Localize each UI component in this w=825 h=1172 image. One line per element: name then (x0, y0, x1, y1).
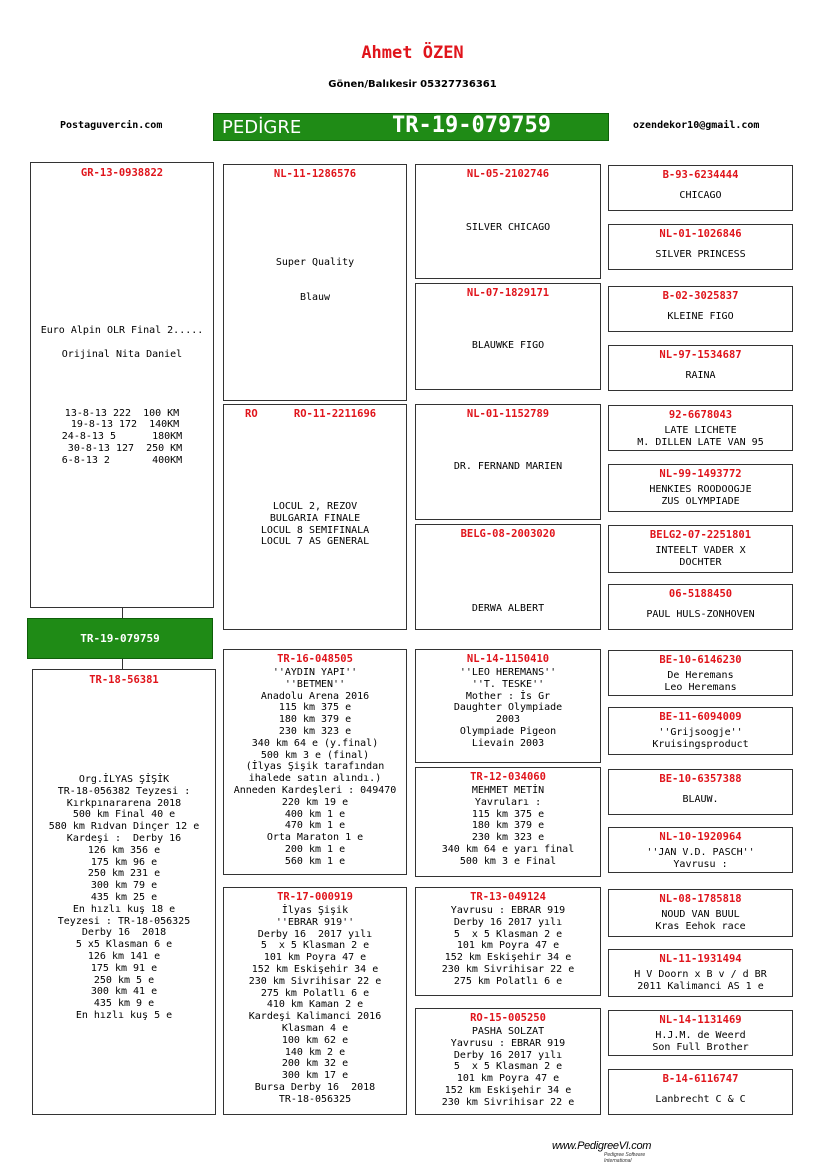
note-line: Anneden Kardeşleri : 049470 (233, 784, 397, 796)
note-line: LOCUL 2, REZOV (272, 501, 358, 512)
note-line (31, 384, 213, 396)
note-line: 175 km 96 e (90, 856, 158, 868)
gen3-notes (416, 667, 600, 750)
gen4-box (608, 165, 793, 211)
note-line: LOCUL 7 AS GENERAL (260, 536, 370, 548)
gen2-box (223, 649, 407, 875)
gen3-ring: NL-01-1152789 (466, 408, 550, 420)
owner-name: Ahmet ÖZEN (361, 43, 464, 63)
note-line: (İlyas Şişik tarafından (245, 761, 385, 773)
subject-ring: TR-19-079759 (80, 632, 160, 645)
gen2-notes (224, 905, 406, 1106)
gen4-notes (609, 1030, 792, 1054)
note-line: LOCUL 8 SEMIFINALA (260, 524, 370, 536)
sire-notes (31, 325, 213, 467)
note-line: 6-8-13 2 400KM (61, 454, 183, 466)
note-line: Kruisingsproduct (652, 738, 749, 750)
owner-location: Gönen/Balıkesir 05327736361 (328, 79, 497, 90)
note-line: 5 x5 Klasman 6 e (75, 939, 173, 951)
note-line: 5 x 5 Klasman 2 e (453, 1061, 563, 1073)
gen4-notes (609, 794, 792, 806)
note-line: BLAUW. (682, 794, 719, 805)
gen4-box (608, 1069, 793, 1115)
note-line: 250 km 5 e (93, 974, 155, 986)
gen4-box (608, 345, 793, 391)
gen4-box (608, 584, 793, 630)
website-link[interactable]: Postaguvercin.com (60, 120, 163, 131)
gen4-ring: B-14-6116747 (662, 1073, 739, 1085)
note-line: 180 km 379 e (278, 714, 352, 726)
gen3-notes (416, 905, 600, 988)
dam-notes (33, 774, 215, 1022)
note-line: ''AYDIN YAPI'' (272, 667, 358, 678)
note-line: 500 km Final 40 e (72, 809, 176, 821)
gen3-ring: BELG-08-2003020 (460, 528, 556, 540)
gen2-notes (224, 257, 406, 304)
note-line: H V Doorn x B v / d BR (634, 969, 767, 980)
note-line: ''JAN V.D. PASCH'' (646, 847, 755, 858)
note-line: LATE LICHETE (664, 425, 737, 436)
note-line: M. DILLEN LATE VAN 95 (637, 436, 764, 448)
pedigree-label: PEDİGRE (222, 117, 302, 138)
note-line: Euro Alpin OLR Final 2..... (40, 325, 204, 336)
gen4-ring: 92-6678043 (668, 409, 733, 421)
note-line (31, 337, 213, 349)
note-line: Kardeşi Kalimanci 2016 (248, 1011, 382, 1023)
gen4-box (608, 827, 793, 873)
note-line: ihalede satın alındı.) (248, 773, 382, 785)
note-line: Bursa Derby 16 2018 (254, 1081, 376, 1093)
note-line: 435 km 25 e (90, 891, 158, 903)
note-line (224, 281, 406, 293)
note-line: Mother : İs Gr (465, 690, 551, 702)
gen3-box (415, 404, 601, 520)
note-line: 300 km 41 e (90, 986, 158, 998)
note-line: 152 km Eskişehir 34 e (251, 963, 379, 975)
note-line: 126 km 141 e (87, 950, 161, 962)
note-line: Derby 16 2017 yılı (453, 1049, 563, 1061)
note-line: SILVER PRINCESS (655, 249, 746, 260)
note-line: 101 km Poyra 47 e (263, 952, 367, 964)
gen2-ring-prefix: RO (245, 408, 258, 420)
gen4-ring: NL-08-1785818 (659, 893, 742, 905)
email-link[interactable]: ozendekor10@gmail.com (633, 120, 760, 131)
note-line: 560 km 1 e (284, 855, 346, 867)
gen4-notes (609, 311, 792, 323)
gen4-ring: NL-14-1131469 (659, 1014, 742, 1026)
note-line: ''T. TESKE'' (471, 678, 545, 690)
gen4-notes (609, 609, 792, 621)
note-line: 275 km Polatlı 6 e (260, 987, 370, 999)
gen3-ring: NL-14-1150410 (466, 653, 550, 665)
gen4-box (608, 1010, 793, 1056)
note-line: 340 km 64 e yarı final (441, 843, 575, 855)
gen4-notes (609, 425, 792, 449)
gen4-notes (609, 370, 792, 382)
gen4-ring: NL-01-1026846 (659, 228, 742, 240)
gen4-box (608, 889, 793, 937)
gen4-notes (609, 249, 792, 261)
gen4-box (608, 464, 793, 512)
note-line: MEHMET METİN (471, 785, 545, 796)
gen3-ring: NL-07-1829171 (466, 287, 550, 299)
note-line: SILVER CHICAGO (465, 222, 551, 233)
note-line: Olympiade Pigeon (459, 725, 557, 737)
note-line: DR. FERNAND MARIEN (453, 461, 563, 472)
gen4-box (608, 769, 793, 815)
note-line: 152 km Eskişehir 34 e (444, 1084, 572, 1096)
gen4-notes (609, 847, 792, 871)
gen3-box (415, 649, 601, 763)
note-line: En hızlı kuş 18 e (72, 903, 176, 915)
note-line: 19-8-13 172 140KM (64, 419, 180, 431)
note-line: 300 km 79 e (90, 880, 158, 892)
note-line: Kras Eehok race (655, 920, 746, 932)
note-line: 470 km 1 e (284, 820, 346, 832)
note-line: 250 km 231 e (87, 868, 161, 880)
gen4-ring: 06-5188450 (668, 588, 733, 600)
header-banner (213, 113, 609, 141)
note-line (31, 396, 213, 408)
note-line: DERWA ALBERT (471, 603, 545, 614)
note-line: 220 km 19 e (281, 796, 349, 808)
note-line: 230 km Sivrihisar 22 e (441, 1096, 575, 1108)
note-line: 5 x 5 Klasman 2 e (453, 928, 563, 940)
note-line: ZUS OLYMPIADE (661, 495, 740, 507)
note-line: CHICAGO (679, 190, 722, 201)
gen4-box (608, 286, 793, 332)
note-line: 100 km 62 e (281, 1034, 349, 1046)
gen3-ring: TR-13-049124 (470, 891, 546, 903)
note-line: Yavruları : (474, 796, 542, 808)
note-line: 230 km Sivrihisar 22 e (441, 963, 575, 975)
gen4-box (608, 650, 793, 696)
note-line: Blauw (299, 292, 331, 304)
gen4-notes (609, 484, 792, 508)
gen4-ring: BE-11-6094009 (659, 711, 742, 723)
gen2-notes (224, 501, 406, 548)
gen2-ring: TR-16-048505 (277, 653, 353, 665)
note-line: Anadolu Arena 2016 (260, 690, 370, 702)
gen4-ring: NL-10-1920964 (659, 831, 742, 843)
note-line: 400 km 1 e (284, 808, 346, 820)
gen3-box (415, 283, 601, 390)
note-line: Lievain 2003 (471, 737, 545, 749)
note-line: 24-8-13 5 180KM (61, 431, 183, 443)
note-line: TR-18-056382 Teyzesi : (57, 785, 191, 797)
note-line: 2003 (495, 714, 521, 726)
gen3-ring: RO-15-005250 (470, 1012, 546, 1024)
note-line: 580 km Rıdvan Dinçer 12 e (48, 821, 200, 833)
note-line: 126 km 356 e (87, 844, 161, 856)
note-line: 500 km 3 e (final) (260, 749, 370, 761)
gen3-notes (416, 461, 600, 473)
note-line: HENKIES ROODOOGJE (649, 484, 752, 495)
note-line: ''LEO HEREMANS'' (459, 667, 557, 678)
gen3-box (415, 887, 601, 996)
note-line: ''EBRAR 919'' (275, 916, 355, 928)
gen4-box (608, 224, 793, 270)
sire-ring: GR-13-0938822 (80, 167, 164, 179)
gen4-notes (609, 727, 792, 751)
gen3-notes (416, 785, 600, 868)
note-line: 101 km Poyra 47 e (456, 1073, 560, 1085)
note-line: TR-18-056325 (278, 1093, 352, 1105)
note-line: 500 km 3 e Final (459, 855, 557, 867)
gen3-notes (416, 1026, 600, 1109)
sire-box (30, 162, 214, 608)
note-line: Lanbrecht C & C (655, 1094, 746, 1105)
note-line: Son Full Brother (652, 1041, 749, 1053)
note-line: ''Grijsoogje'' (658, 727, 743, 738)
note-line: 140 km 2 e (284, 1046, 346, 1058)
note-line: PAUL HULS-ZONHOVEN (646, 609, 755, 620)
note-line: BLAUWKE FIGO (471, 340, 545, 351)
note-line: DOCHTER (679, 556, 722, 568)
note-line: 200 km 1 e (284, 843, 346, 855)
gen3-notes (416, 603, 600, 615)
note-line: 230 km 323 e (278, 725, 352, 737)
note-line: 101 km Poyra 47 e (456, 940, 560, 952)
gen4-box (608, 405, 793, 451)
dam-box (32, 669, 216, 1115)
gen3-ring: TR-12-034060 (470, 771, 546, 783)
note-line: Orijinal Nita Daniel (61, 348, 183, 360)
note-line: Kardeşi : Derby 16 (66, 832, 182, 844)
note-line: Yavrusu : (673, 858, 728, 870)
gen4-ring: NL-11-1931494 (659, 953, 742, 965)
note-line: 180 km 379 e (471, 820, 545, 832)
gen4-notes (609, 670, 792, 694)
gen4-notes (609, 909, 792, 933)
note-line: 30-8-13 127 250 KM (61, 442, 183, 454)
note-line: RAINA (685, 370, 716, 381)
note-line: Derby 16 2018 (81, 927, 167, 939)
note-line: Yavrusu : EBRAR 919 (450, 905, 566, 916)
note-line: En hızlı kuş 5 e (75, 1009, 173, 1021)
subject-box (27, 618, 213, 659)
note-line: ''BETMEN'' (284, 678, 346, 690)
note-line: Daughter Olympiade (453, 702, 563, 714)
note-line: INTEELT VADER X (655, 545, 746, 556)
note-line: Teyzesi : TR-18-056325 (57, 915, 191, 927)
note-line: İlyas Şişik (281, 905, 349, 916)
gen2-ring: TR-17-000919 (277, 891, 353, 903)
note-line: Derby 16 2017 yılı (453, 916, 563, 928)
footer-logo-text: www.PedigreeVI.com (552, 1140, 652, 1152)
gen3-ring: NL-05-2102746 (466, 168, 550, 180)
footer-logo (552, 1140, 672, 1162)
gen4-ring: B-93-6234444 (662, 169, 739, 181)
gen3-notes (416, 340, 600, 352)
note-line: 435 km 9 e (93, 998, 155, 1010)
note-line: NOUD VAN BUUL (661, 909, 740, 920)
gen4-ring: NL-97-1534687 (659, 349, 742, 361)
note-line: De Heremans (667, 670, 734, 681)
gen4-box (608, 707, 793, 755)
gen4-notes (609, 190, 792, 202)
gen3-box (415, 164, 601, 279)
note-line: 200 km 32 e (281, 1058, 349, 1070)
gen3-box (415, 524, 601, 630)
gen2-ring: RO-11-2211696 (293, 408, 377, 420)
gen4-box (608, 525, 793, 573)
note-line: 230 km Sivrihisar 22 e (248, 975, 382, 987)
dam-ring: TR-18-56381 (89, 674, 159, 686)
note-line: BULGARIA FINALE (269, 512, 361, 524)
connector (122, 607, 123, 618)
gen4-box (608, 949, 793, 997)
gen2-box (223, 887, 407, 1115)
note-line (31, 360, 213, 372)
note-line: PASHA SOLZAT (471, 1026, 545, 1037)
gen2-box (223, 164, 407, 401)
footer-tagline: Pedigree Software International (604, 1152, 646, 1164)
gen4-ring: BELG2-07-2251801 (649, 529, 752, 541)
note-line: H.J.M. de Weerd (655, 1030, 746, 1041)
note-line: 5 x 5 Klasman 2 e (260, 940, 370, 952)
gen4-notes (609, 969, 792, 993)
gen3-box (415, 1008, 601, 1115)
note-line: Leo Heremans (664, 681, 737, 693)
header-ring: TR-19-079759 (392, 113, 551, 138)
note-line: 152 km Eskişehir 34 e (444, 952, 572, 964)
note-line: Super Quality (275, 257, 355, 268)
note-line: 410 km Kaman 2 e (266, 999, 364, 1011)
gen2-notes (224, 667, 406, 868)
note-line: Klasman 4 e (281, 1022, 349, 1034)
gen4-ring: BE-10-6357388 (659, 773, 742, 785)
gen3-box (415, 767, 601, 877)
note-line: Derby 16 2017 yılı (257, 928, 373, 940)
gen4-ring: BE-10-6146230 (659, 654, 742, 666)
note-line: 230 km 323 e (471, 832, 545, 844)
connector (122, 659, 123, 669)
note-line: Yavrusu : EBRAR 919 (450, 1037, 566, 1049)
note-line: 340 km 64 e (y.final) (251, 737, 379, 749)
gen4-notes (609, 1094, 792, 1106)
note-line: 13-8-13 222 100 KM (64, 407, 180, 419)
gen2-box (223, 404, 407, 630)
gen4-ring: NL-99-1493772 (659, 468, 742, 480)
note-line: Kırkpınararena 2018 (66, 797, 182, 809)
note-line: KLEINE FIGO (667, 311, 734, 322)
note-line: Org.İLYAS ŞİŞİK (78, 774, 170, 785)
note-line: 175 km 91 e (90, 962, 158, 974)
note-line: 115 km 375 e (278, 702, 352, 714)
gen3-notes (416, 222, 600, 234)
note-line (31, 372, 213, 384)
note-line: 300 km 17 e (281, 1070, 349, 1082)
note-line (224, 269, 406, 281)
gen2-ring: NL-11-1286576 (273, 168, 357, 180)
note-line: 2011 Kalimanci AS 1 e (637, 980, 764, 992)
note-line: Orta Maraton 1 e (266, 832, 364, 844)
gen4-ring: B-02-3025837 (662, 290, 739, 302)
note-line: 115 km 375 e (471, 808, 545, 820)
note-line: 275 km Polatlı 6 e (453, 975, 563, 987)
gen4-notes (609, 545, 792, 569)
